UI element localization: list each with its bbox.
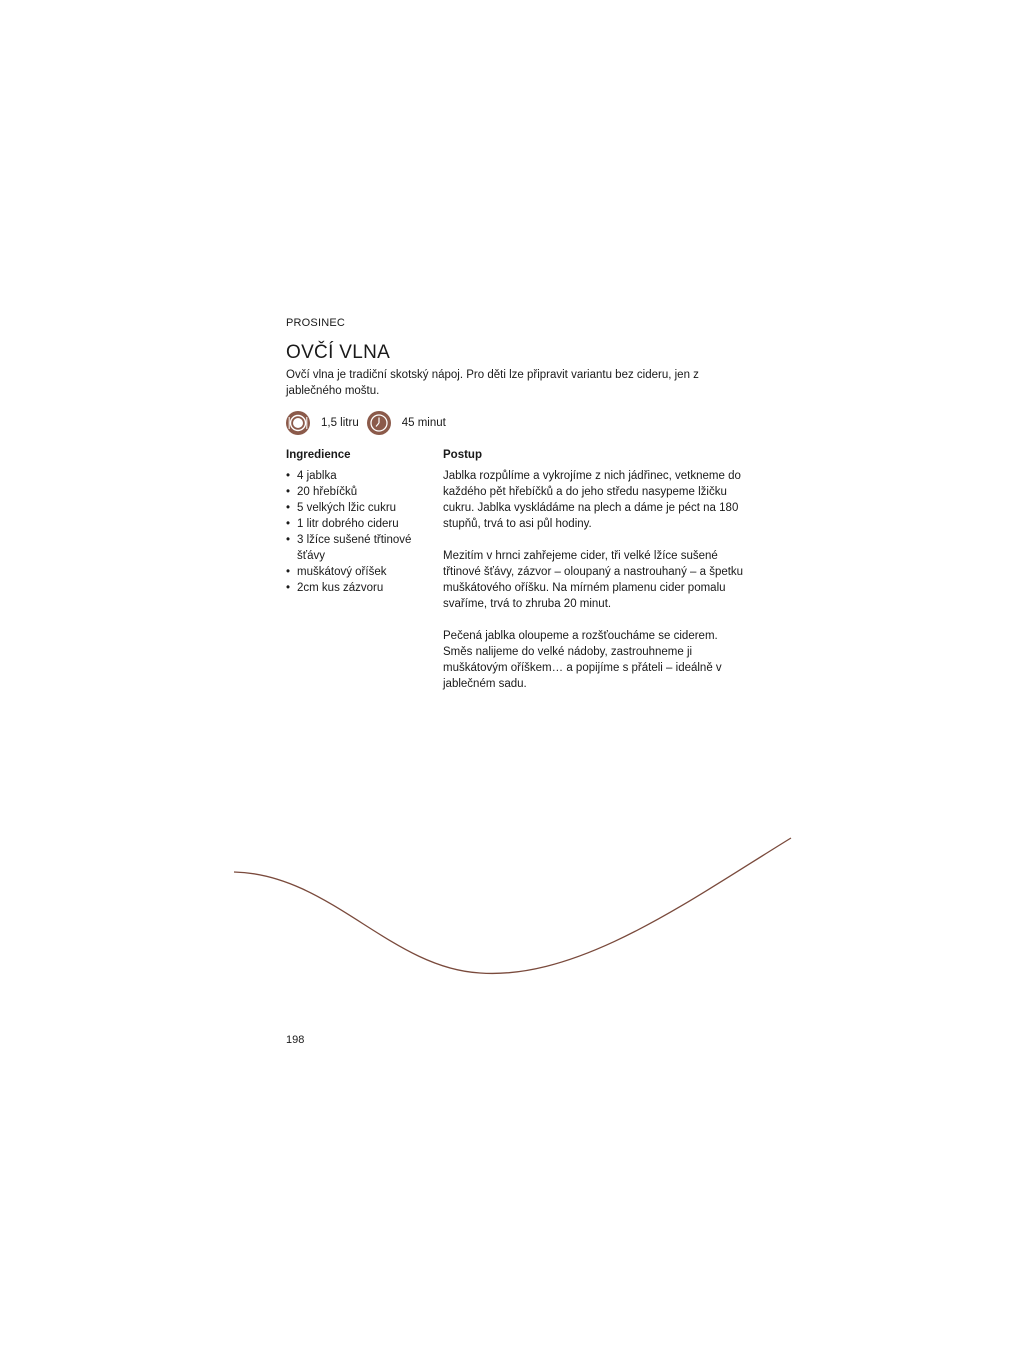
wave-line: [234, 838, 791, 973]
method-paragraph: Jablka rozpůlíme a vykrojíme z nich jádřinec, vetkneme do každého pět hřebíčků a do jeho středu nasypeme lžičku cukru. Jablka vyskládáme na plech a dáme je péct na 180 stupňů, trvá to asi půl hodiny.: [443, 470, 741, 530]
ingredient-item: • muškátový oříšek: [286, 564, 426, 580]
section-label: PROSINEC: [286, 317, 346, 329]
time-value: 45 minut: [401, 417, 446, 429]
recipe-intro: Ovčí vlna je tradiční skotský nápoj. Pro děti lze připravit variantu bez cideru, jen z jablečného moštu.: [286, 369, 699, 397]
ingredient-item: • 5 velkých lžic cukru: [286, 500, 426, 516]
ingredient-item: • 20 hřebíčků: [286, 484, 426, 500]
ingredient-item: • 1 litr dobrého cideru: [286, 516, 426, 532]
ingredient-item: • 2cm kus zázvoru: [286, 580, 426, 596]
method-paragraph: Mezitím v hrnci zahřejeme cider, tři velké lžíce sušené třtinové šťávy, zázvor – oloupaný a nastrouhaný – a špetku muškátového oříšku. Na mírném plamenu cider pomalu svaříme, trvá to zhruba 20 minut.: [443, 550, 744, 610]
clock-icon: [367, 411, 391, 435]
recipe-title: OVČÍ VLNA: [286, 342, 391, 363]
servings-value: 1,5 litru: [321, 417, 359, 429]
ingredient-item: • 3 lžíce sušené třtinové šťávy: [286, 532, 426, 564]
recipe-meta: [286, 410, 446, 436]
ingredient-item: • 4 jablka: [286, 468, 426, 484]
ingredients-list: [286, 468, 426, 596]
plate-icon: [286, 411, 310, 435]
method-body: [443, 468, 748, 708]
page-number: 198: [286, 1034, 305, 1046]
method-paragraph: Pečená jablka oloupeme a rozšťoucháme se ciderem. Směs nalijeme do velké nádoby, zastrouhneme ji muškátovým oříškem… a popijíme s přáteli – ideálně v jablečném sadu.: [443, 630, 722, 690]
ingredients-heading: Ingredience: [286, 449, 351, 461]
method-heading: Postup: [443, 449, 482, 461]
